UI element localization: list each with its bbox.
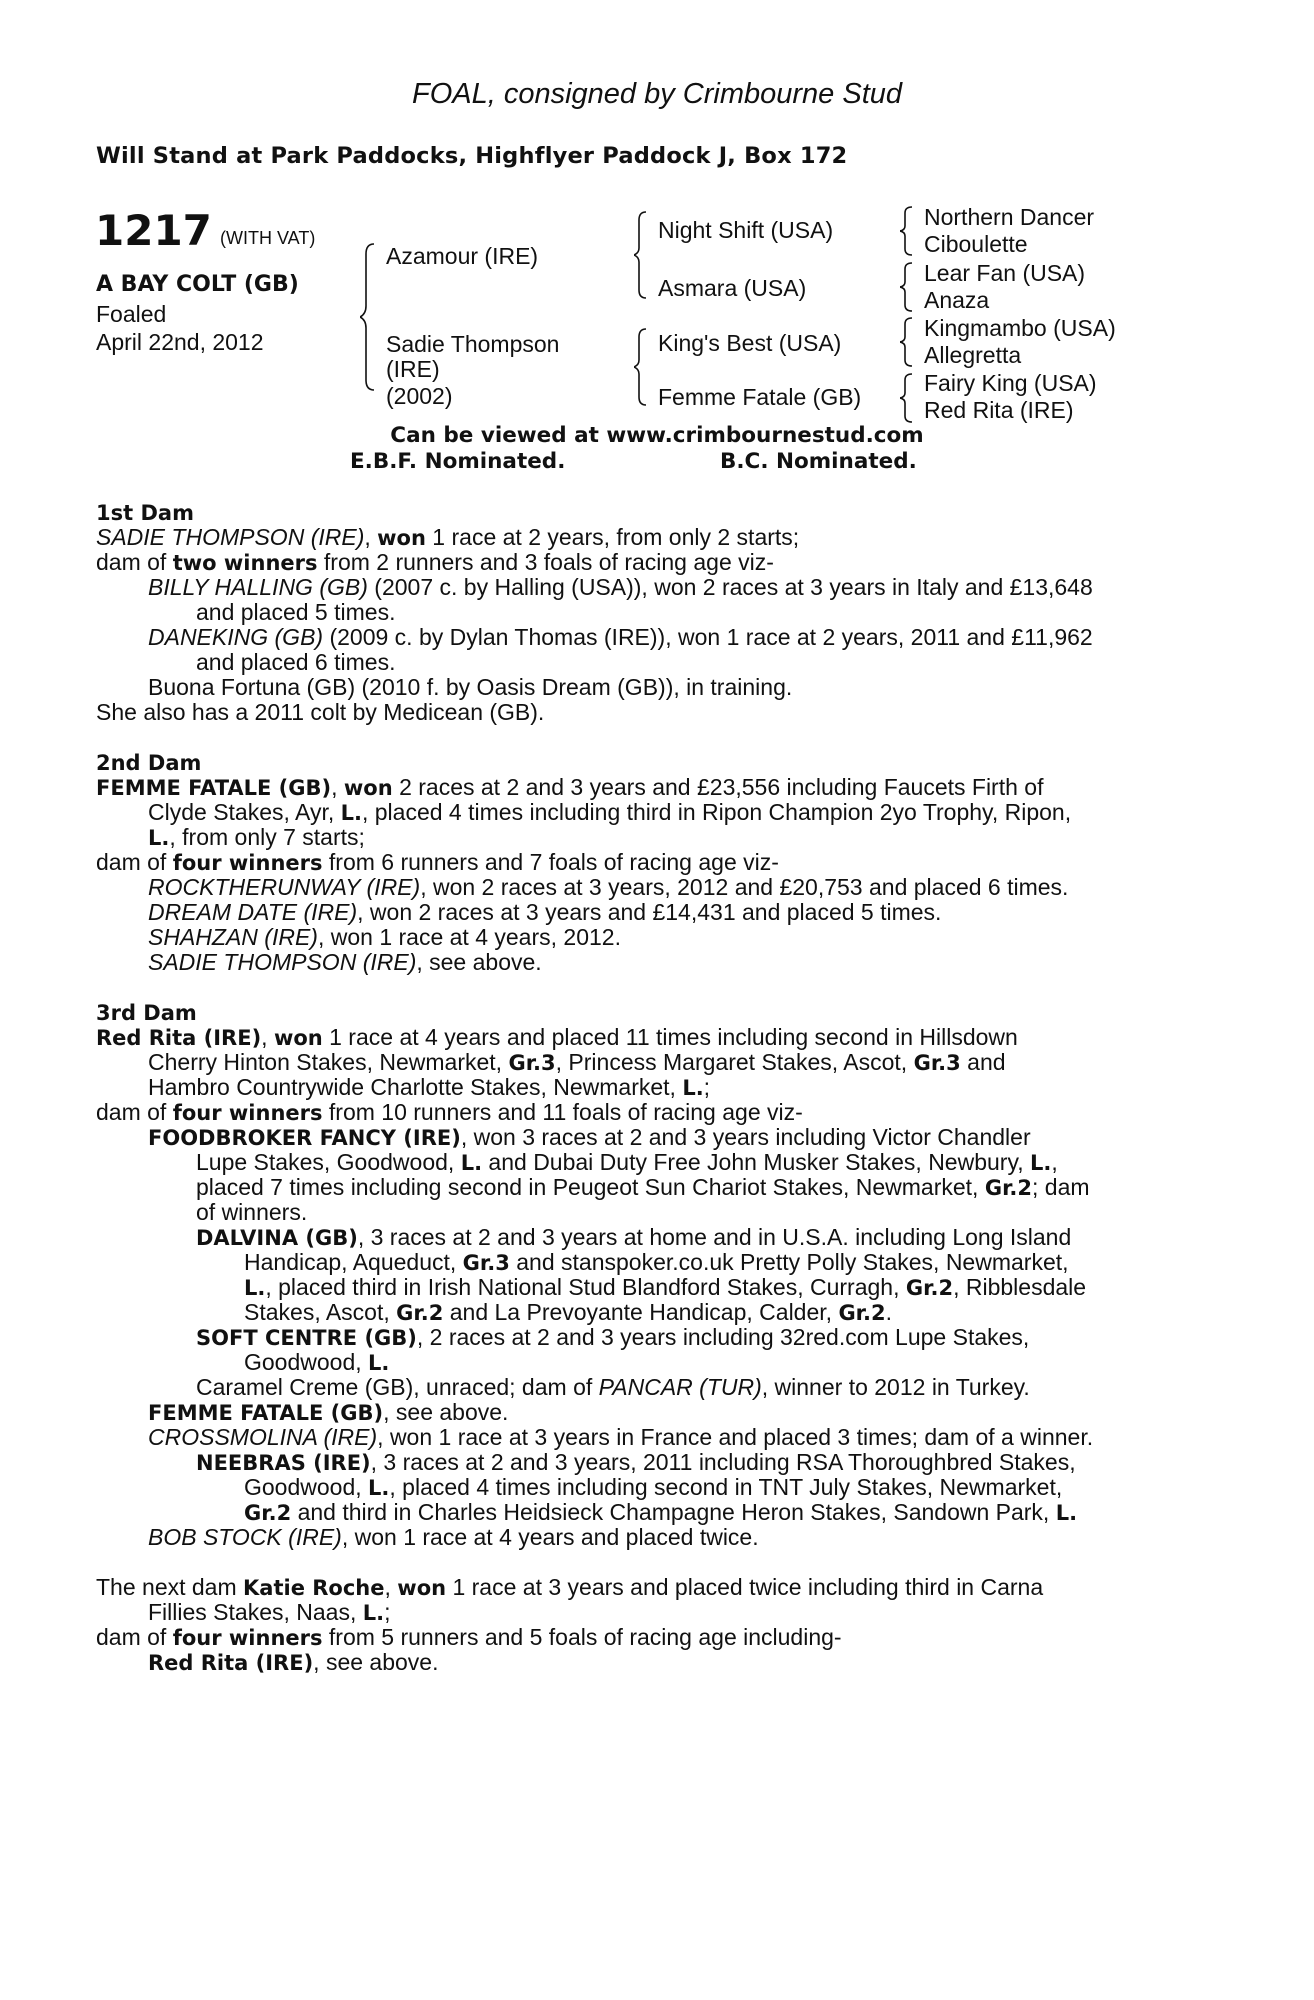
pedigree-sire: Azamour (IRE)	[386, 243, 539, 269]
first-dam-line: Buona Fortuna (GB) (2010 f. by Oasis Dream (GB)), in training.	[148, 674, 793, 700]
next-dam-line: Fillies Stakes, Naas, L.;	[148, 1599, 391, 1625]
pedigree-brace-sire	[634, 210, 652, 300]
second-dam-line: DREAM DATE (IRE), won 2 races at 3 years and £14,431 and placed 5 times.	[148, 899, 942, 925]
third-dam-line: Caramel Creme (GB), unraced; dam of PANCAR (TUR), winner to 2012 in Turkey.	[196, 1374, 1030, 1400]
pedigree-dam-line2: (IRE)	[386, 356, 440, 382]
third-dam-line: DALVINA (GB), 3 races at 2 and 3 years at home and in U.S.A. including Long Island	[196, 1224, 1072, 1250]
next-dam-line: Red Rita (IRE), see above.	[148, 1649, 439, 1675]
first-dam-line: and placed 5 times.	[196, 599, 396, 625]
location-line: Will Stand at Park Paddocks, Highflyer Paddock J, Box 172	[96, 143, 848, 169]
third-dam-line: CROSSMOLINA (IRE), won 1 race at 3 years in France and placed 3 times; dam of a winner.	[148, 1424, 1094, 1450]
pedigree-sire-sire: Night Shift (USA)	[658, 217, 834, 243]
third-dam-line: placed 7 times including second in Peugeot Sun Chariot Stakes, Newmarket, Gr.2; dam	[196, 1174, 1090, 1200]
third-dam-line: Lupe Stakes, Goodwood, L. and Dubai Duty Free John Musker Stakes, Newbury, L.,	[196, 1149, 1058, 1175]
pedigree-dam-line3: (2002)	[386, 383, 453, 409]
third-dam-line: Cherry Hinton Stakes, Newmarket, Gr.3, Princess Margaret Stakes, Ascot, Gr.3 and	[148, 1049, 1006, 1075]
lot-number: 1217	[95, 206, 212, 255]
third-dam-line: BOB STOCK (IRE), won 1 race at 4 years and placed twice.	[148, 1524, 759, 1550]
pedigree-g5: Kingmambo (USA)	[924, 315, 1116, 341]
second-dam-heading: 2nd Dam	[96, 751, 202, 775]
third-dam-line: Gr.2 and third in Charles Heidsieck Champagne Heron Stakes, Sandown Park, L.	[244, 1499, 1078, 1525]
second-dam-line: dam of four winners from 6 runners and 7 foals of racing age viz-	[96, 849, 779, 875]
third-dam-line: Goodwood, L., placed 4 times including second in TNT July Stakes, Newmarket,	[244, 1474, 1063, 1500]
pedigree-g1: Northern Dancer	[924, 204, 1095, 230]
pedigree-brace-g1	[900, 205, 918, 257]
first-dam-line: dam of two winners from 2 runners and 3 foals of racing age viz-	[96, 549, 774, 575]
third-dam-line: SOFT CENTRE (GB), 2 races at 2 and 3 years including 32red.com Lupe Stakes,	[196, 1324, 1030, 1350]
first-dam-line: SADIE THOMPSON (IRE), won 1 race at 2 years, from only 2 starts;	[96, 524, 800, 550]
pedigree-brace-dam	[634, 327, 652, 407]
pedigree-g3: Lear Fan (USA)	[924, 260, 1086, 286]
second-dam-line: FEMME FATALE (GB), won 2 races at 2 and 3 years and £23,556 including Faucets Firth of	[96, 774, 1044, 800]
first-dam-line: DANEKING (GB) (2009 c. by Dylan Thomas (IRE)), won 1 race at 2 years, 2011 and £11,962	[148, 624, 1093, 650]
third-dam-line: FEMME FATALE (GB), see above.	[148, 1399, 509, 1425]
third-dam-line: Red Rita (IRE), won 1 race at 4 years and placed 11 times including second in Hillsdown	[96, 1024, 1018, 1050]
third-dam-line: Goodwood, L.	[244, 1349, 390, 1375]
second-dam-line: SADIE THOMPSON (IRE), see above.	[148, 949, 542, 975]
pedigree-g4: Anaza	[924, 287, 990, 313]
third-dam-line: Hambro Countrywide Charlotte Stakes, Newmarket, L.;	[148, 1074, 711, 1100]
website-note: Can be viewed at www.crimbournestud.com	[390, 423, 924, 448]
third-dam-line: of winners.	[196, 1199, 308, 1225]
pedigree-brace-main	[360, 242, 380, 392]
pedigree-sire-dam: Asmara (USA)	[658, 275, 807, 301]
lot-description: A BAY COLT (GB)	[96, 272, 299, 297]
next-dam-line: dam of four winners from 5 runners and 5 foals of racing age including-	[96, 1624, 842, 1650]
second-dam-line: Clyde Stakes, Ayr, L., placed 4 times including third in Ripon Champion 2yo Trophy, Ripon,	[148, 799, 1072, 825]
pedigree-brace-g4	[900, 372, 918, 424]
third-dam-line: Stakes, Ascot, Gr.2 and La Prevoyante Handicap, Calder, Gr.2.	[244, 1299, 893, 1325]
third-dam-line: Handicap, Aqueduct, Gr.3 and stanspoker.co.uk Pretty Polly Stakes, Newmarket,	[244, 1249, 1069, 1275]
consignment-title: FOAL, consigned by Crimbourne Stud	[411, 78, 903, 110]
vat-label: (WITH VAT)	[220, 228, 316, 248]
second-dam-line: SHAHZAN (IRE), won 1 race at 4 years, 2012.	[148, 924, 621, 950]
first-dam-line: BILLY HALLING (GB) (2007 c. by Halling (USA)), won 2 races at 3 years in Italy and £13,648	[148, 574, 1093, 600]
third-dam-heading: 3rd Dam	[96, 1001, 197, 1025]
second-dam-line: ROCKTHERUNWAY (IRE), won 2 races at 3 years, 2012 and £20,753 and placed 6 times.	[148, 874, 1069, 900]
second-dam-line: L., from only 7 starts;	[148, 824, 365, 850]
pedigree-g7: Fairy King (USA)	[924, 370, 1097, 396]
pedigree-brace-g3	[900, 316, 918, 368]
pedigree-dam-dam: Femme Fatale (GB)	[658, 384, 862, 410]
third-dam-line: FOODBROKER FANCY (IRE), won 3 races at 2 and 3 years including Victor Chandler	[148, 1124, 1031, 1150]
pedigree-dam-line1: Sadie Thompson	[386, 331, 560, 357]
next-dam-line: The next dam Katie Roche, won 1 race at 3 years and placed twice including third in Carna	[96, 1574, 1044, 1600]
foaled-date: April 22nd, 2012	[96, 329, 264, 355]
first-dam-heading: 1st Dam	[96, 501, 194, 525]
third-dam-line: NEEBRAS (IRE), 3 races at 2 and 3 years, 2011 including RSA Thoroughbred Stakes,	[196, 1449, 1076, 1475]
pedigree-brace-g2	[900, 261, 918, 313]
ebf-nomination: E.B.F. Nominated.	[350, 449, 566, 474]
pedigree-g2: Ciboulette	[924, 231, 1028, 257]
third-dam-line: dam of four winners from 10 runners and 11 foals of racing age viz-	[96, 1099, 803, 1125]
pedigree-dam-sire: King's Best (USA)	[658, 330, 842, 356]
first-dam-line: She also has a 2011 colt by Medicean (GB).	[96, 699, 545, 725]
third-dam-line: L., placed third in Irish National Stud Blandford Stakes, Curragh, Gr.2, Ribblesdale	[244, 1274, 1087, 1300]
bc-nomination: B.C. Nominated.	[720, 449, 917, 474]
foaled-label: Foaled	[96, 301, 167, 327]
pedigree-g8: Red Rita (IRE)	[924, 397, 1074, 423]
pedigree-g6: Allegretta	[924, 342, 1022, 368]
first-dam-line: and placed 6 times.	[196, 649, 396, 675]
